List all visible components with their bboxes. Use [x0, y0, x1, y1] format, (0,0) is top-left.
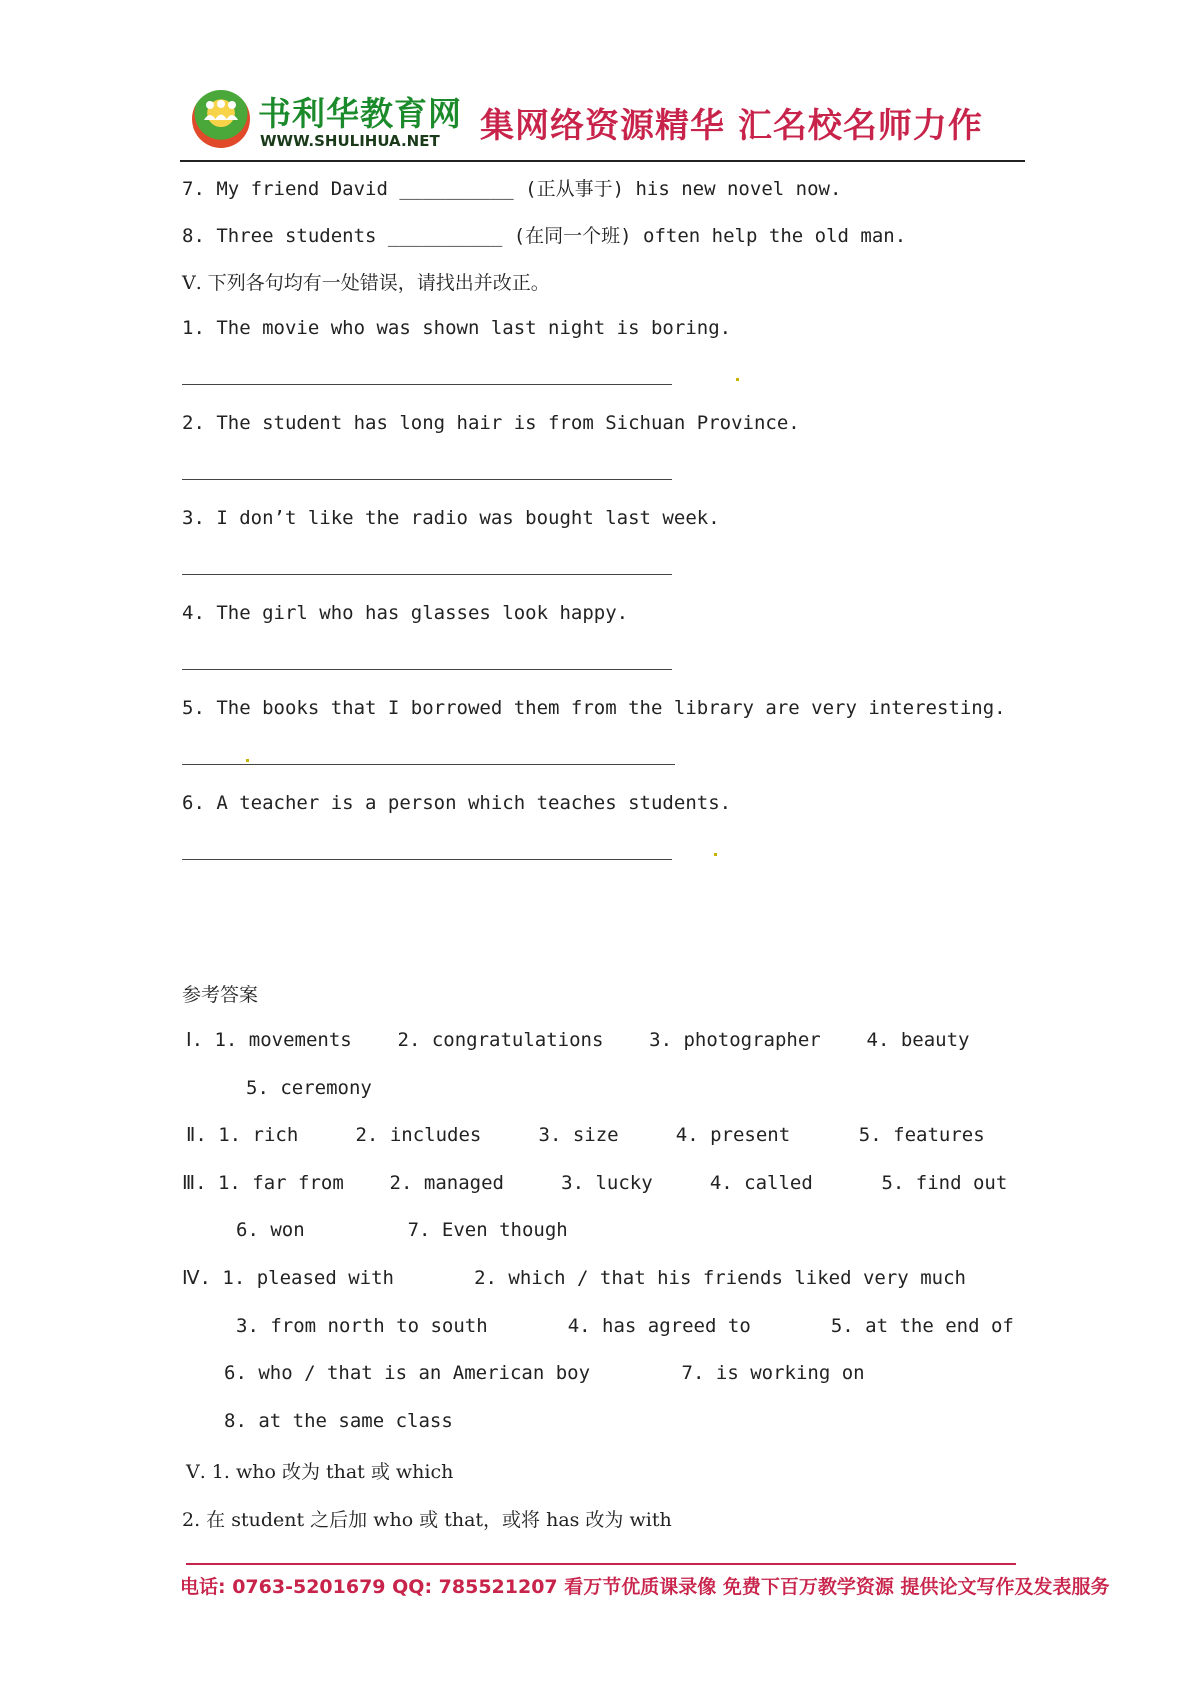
question-line: 2. The student has long hair is from Sichuan Province. [182, 412, 800, 434]
question-line: 4. The girl who has glasses look happy. [182, 602, 629, 624]
answer-line: 6. won 7. Even though [236, 1219, 568, 1241]
answer-line: 3. from north to south 4. has agreed to 5. at the end of [236, 1315, 1014, 1337]
speck [714, 853, 717, 856]
header-divider [180, 160, 1025, 162]
question-line: 6. A teacher is a person which teaches students. [182, 792, 732, 814]
brand-url: WWW.SHULIHUA.NET [260, 132, 440, 150]
speck [736, 378, 739, 381]
question-line: 5. The books that I borrowed them from the library are very interesting. [182, 697, 1006, 719]
answer-line: Ⅰ. 1. movements 2. congratulations 3. photographer 4. beauty [186, 1029, 970, 1051]
people-icon [202, 100, 240, 122]
footer-divider [186, 1563, 1016, 1565]
answer-blank [182, 384, 672, 385]
answer-blank [182, 479, 672, 480]
answer-blank [182, 574, 672, 575]
section-heading: Ⅴ. 下列各句均有一处错误，请找出并改正。 [182, 272, 550, 294]
slogan: 集网络资源精华 汇名校名师力作 [480, 106, 983, 146]
answer-blank [182, 764, 675, 765]
answer-line: Ⅴ. 1. who 改为 that 或 which [186, 1461, 454, 1483]
answer-line: Ⅳ. 1. pleased with 2. which / that his friends liked very much [182, 1267, 966, 1289]
answer-line: Ⅲ. 1. far from 2. managed 3. lucky 4. called 5. find out [182, 1172, 1008, 1194]
answers-title: 参考答案 [182, 984, 259, 1006]
answer-blank [182, 859, 672, 860]
question-line: 7. My friend David __________ (正从事于) his new novel now. [182, 178, 842, 200]
answer-line: 8. at the same class [224, 1410, 453, 1432]
answer-line: 5. ceremony [246, 1077, 372, 1099]
site-banner [180, 86, 1022, 156]
answer-blank [182, 669, 672, 670]
brand-name: 书利华教育网 [258, 94, 462, 133]
question-line: 8. Three students __________ (在同一个班) often help the old man. [182, 225, 907, 247]
footer-contact: 电话: 0763-5201679 QQ: 785521207 看万节优质课录像 免费下百万教学资源 提供论文写作及发表服务 [180, 1576, 1110, 1598]
question-line: 1. The movie who was shown last night is boring. [182, 317, 732, 339]
answer-line: 6. who / that is an American boy 7. is working on [224, 1362, 865, 1384]
answer-line: 2. 在 student 之后加 who 或 that，或将 has 改为 with [182, 1509, 672, 1531]
question-line: 3. I don’t like the radio was bought last week. [182, 507, 720, 529]
answer-line: Ⅱ. 1. rich 2. includes 3. size 4. present 5. features [186, 1124, 985, 1146]
speck [246, 759, 249, 762]
